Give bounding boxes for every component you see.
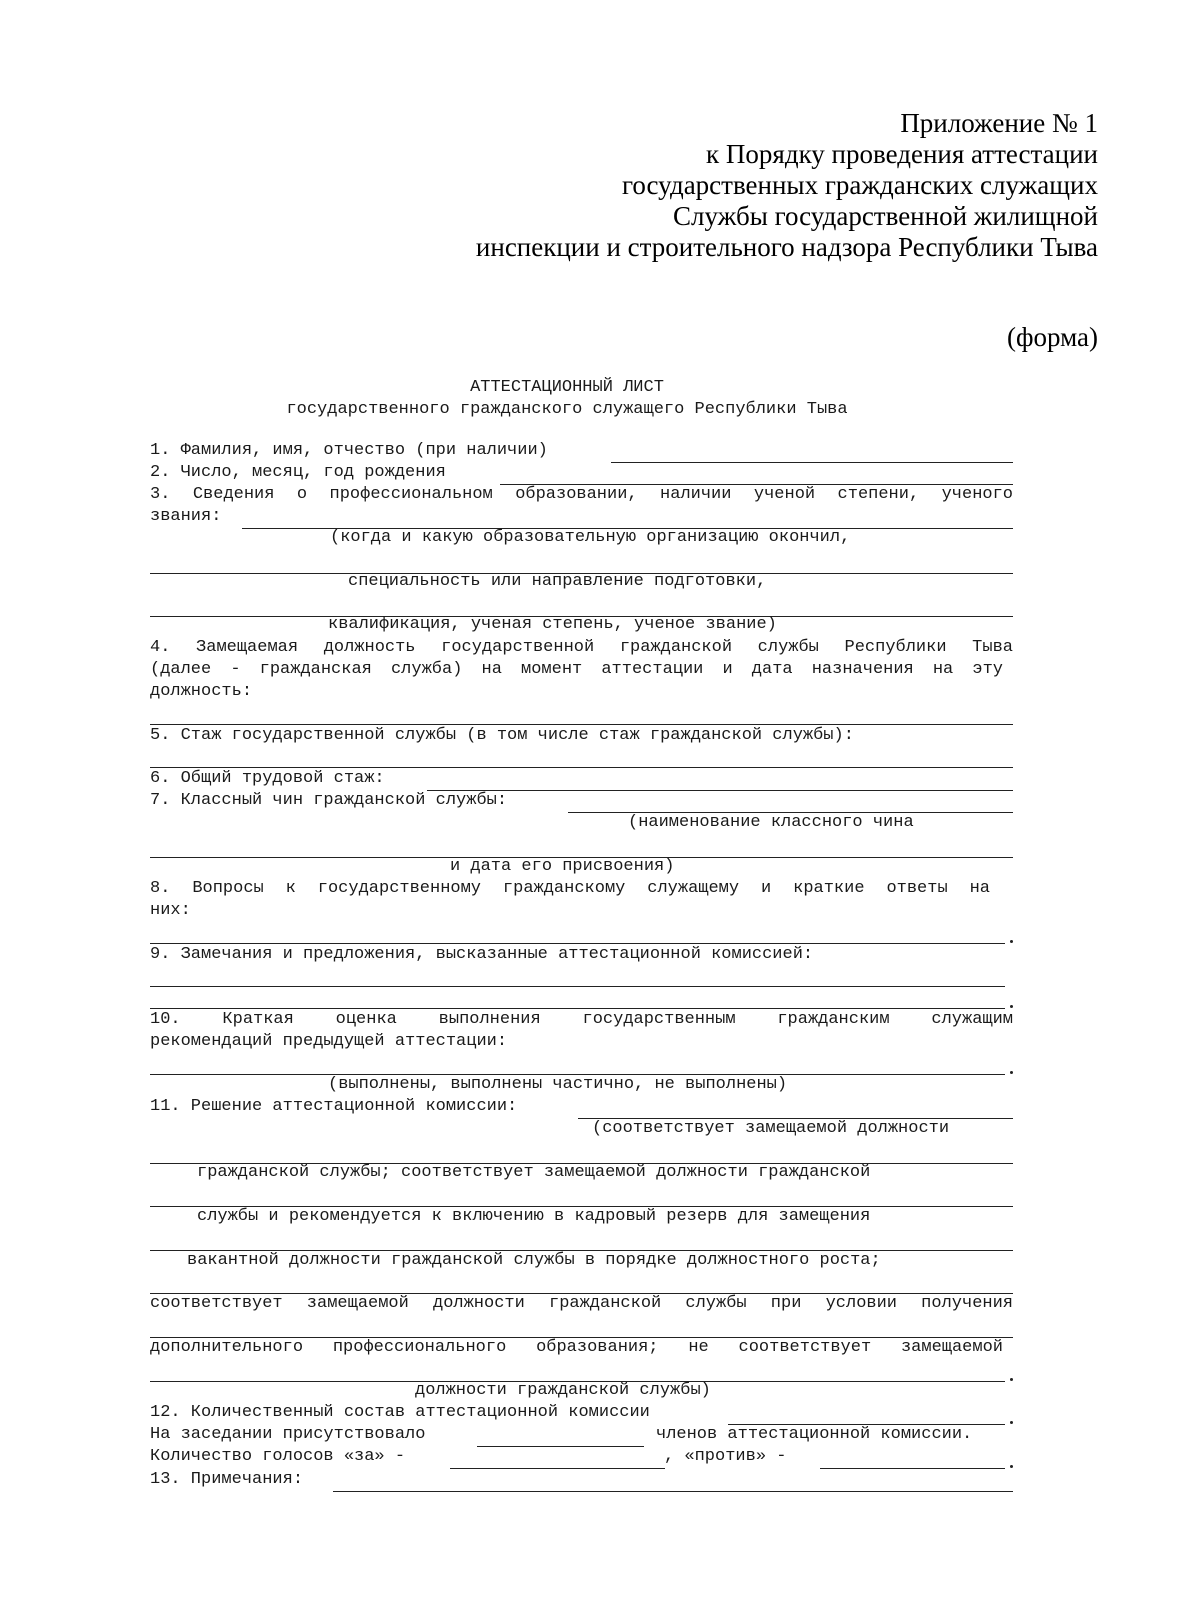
item-10-end-period xyxy=(1010,1071,1013,1074)
form-title: АТТЕСТАЦИОННЫЙ ЛИСТ xyxy=(470,378,664,397)
item-9-label: 9. Замечания и предложения, высказанные аттестационной комиссией: xyxy=(150,945,814,964)
item-6-field[interactable] xyxy=(427,790,1013,791)
votes-end-period xyxy=(1010,1465,1013,1468)
item-9-field-1[interactable] xyxy=(150,986,1005,987)
item-3-hint-3: квалификация, ученая степень, ученое звание) xyxy=(328,615,777,634)
item-8-end-period xyxy=(1010,940,1013,943)
item-4-label: 4. Замещаемая должность государственной гражданской службы Республики Тыва xyxy=(150,638,1013,657)
votes-against-label: , «против» - xyxy=(664,1447,787,1466)
item-11-hint-1: (соответствует замещаемой должности xyxy=(592,1119,950,1138)
item-12-end-period xyxy=(1010,1421,1013,1424)
item-11-hint-4: вакантной должности гражданской службы в порядке должностного роста; xyxy=(187,1251,881,1270)
item-2-label: 2. Число, месяц, год рождения xyxy=(150,463,446,482)
item-12-label: 12. Количественный состав аттестационной комиссии xyxy=(150,1403,650,1422)
item-5-field[interactable] xyxy=(150,767,1013,768)
item-8-label: 8. Вопросы к государственному гражданскому служащему и краткие ответы на xyxy=(150,879,990,898)
item-3-hint-2: специальность или направление подготовки, xyxy=(348,572,767,591)
item-11-end-period xyxy=(1010,1378,1013,1381)
item-11-hint-7: должности гражданской службы) xyxy=(415,1381,711,1400)
item-1-label: 1. Фамилия, имя, отчество (при наличии) xyxy=(150,441,548,460)
item-4-label-cont: (далее - гражданская служба) на момент аттестации и дата назначения на эту xyxy=(150,660,1003,679)
present-label: На заседании присутствовало xyxy=(150,1425,426,1444)
present-label-end: членов аттестационной комиссии. xyxy=(656,1425,973,1444)
item-7-label: 7. Классный чин гражданской службы: xyxy=(150,791,508,810)
item-10-hint: (выполнены, выполнены частично, не выполнены) xyxy=(328,1075,788,1094)
appendix-line-4: Службы государственной жилищной xyxy=(673,201,1098,231)
item-13-label: 13. Примечания: xyxy=(150,1470,304,1489)
item-3-label: 3. Сведения о профессиональном образовании, наличии ученой степени, ученого xyxy=(150,485,1013,504)
item-7-hint-1: (наименование классного чина xyxy=(628,813,914,832)
item-10-label-cont: рекомендаций предыдущей аттестации: xyxy=(150,1032,508,1051)
appendix-line-3: государственных гражданских служащих xyxy=(621,170,1098,200)
votes-against-field[interactable] xyxy=(820,1468,1005,1469)
votes-for-label: Количество голосов «за» - xyxy=(150,1447,406,1466)
item-11-hint-6: дополнительного профессионального образования; не соответствует замещаемой xyxy=(150,1338,1003,1357)
votes-for-field[interactable] xyxy=(450,1468,665,1469)
item-8-field[interactable] xyxy=(150,943,1005,944)
item-9-end-period xyxy=(1010,1005,1013,1008)
item-10-label: 10. Краткая оценка выполнения государственным гражданским служащим xyxy=(150,1010,1013,1029)
item-5-label: 5. Стаж государственной службы (в том числе стаж гражданской службы): xyxy=(150,726,854,745)
item-11-hint-5: соответствует замещаемой должности гражданской службы при условии получения xyxy=(150,1294,1013,1313)
item-11-label: 11. Решение аттестационной комиссии: xyxy=(150,1097,518,1116)
item-11-hint-3: службы и рекомендуется к включению в кадровый резерв для замещения xyxy=(197,1207,871,1226)
item-9-field-2[interactable] xyxy=(150,1008,1005,1009)
item-3-label-cont: звания: xyxy=(150,507,222,526)
appendix-line-1: Приложение № 1 xyxy=(900,108,1098,138)
item-4-label-end: должность: xyxy=(150,682,253,701)
appendix-line-2: к Порядку проведения аттестации xyxy=(706,139,1098,169)
form-label: (форма) xyxy=(1007,322,1098,352)
item-7-hint-2: и дата его присвоения) xyxy=(450,857,675,876)
item-6-label: 6. Общий трудовой стаж: xyxy=(150,769,385,788)
item-11-hint-2: гражданской службы; соответствует замещаемой должности гражданской xyxy=(197,1163,871,1182)
item-4-field[interactable] xyxy=(150,724,1013,725)
item-8-label-cont: них: xyxy=(150,901,191,920)
form-subtitle: государственного гражданского служащего Республики Тыва xyxy=(286,400,848,419)
item-1-field[interactable] xyxy=(611,462,1013,463)
present-count-field[interactable] xyxy=(477,1446,644,1447)
appendix-line-5: инспекции и строительного надзора Республики Тыва xyxy=(475,232,1098,262)
notes-field[interactable] xyxy=(333,1491,1013,1492)
item-3-hint-1: (когда и какую образовательную организацию окончил, xyxy=(330,528,851,547)
